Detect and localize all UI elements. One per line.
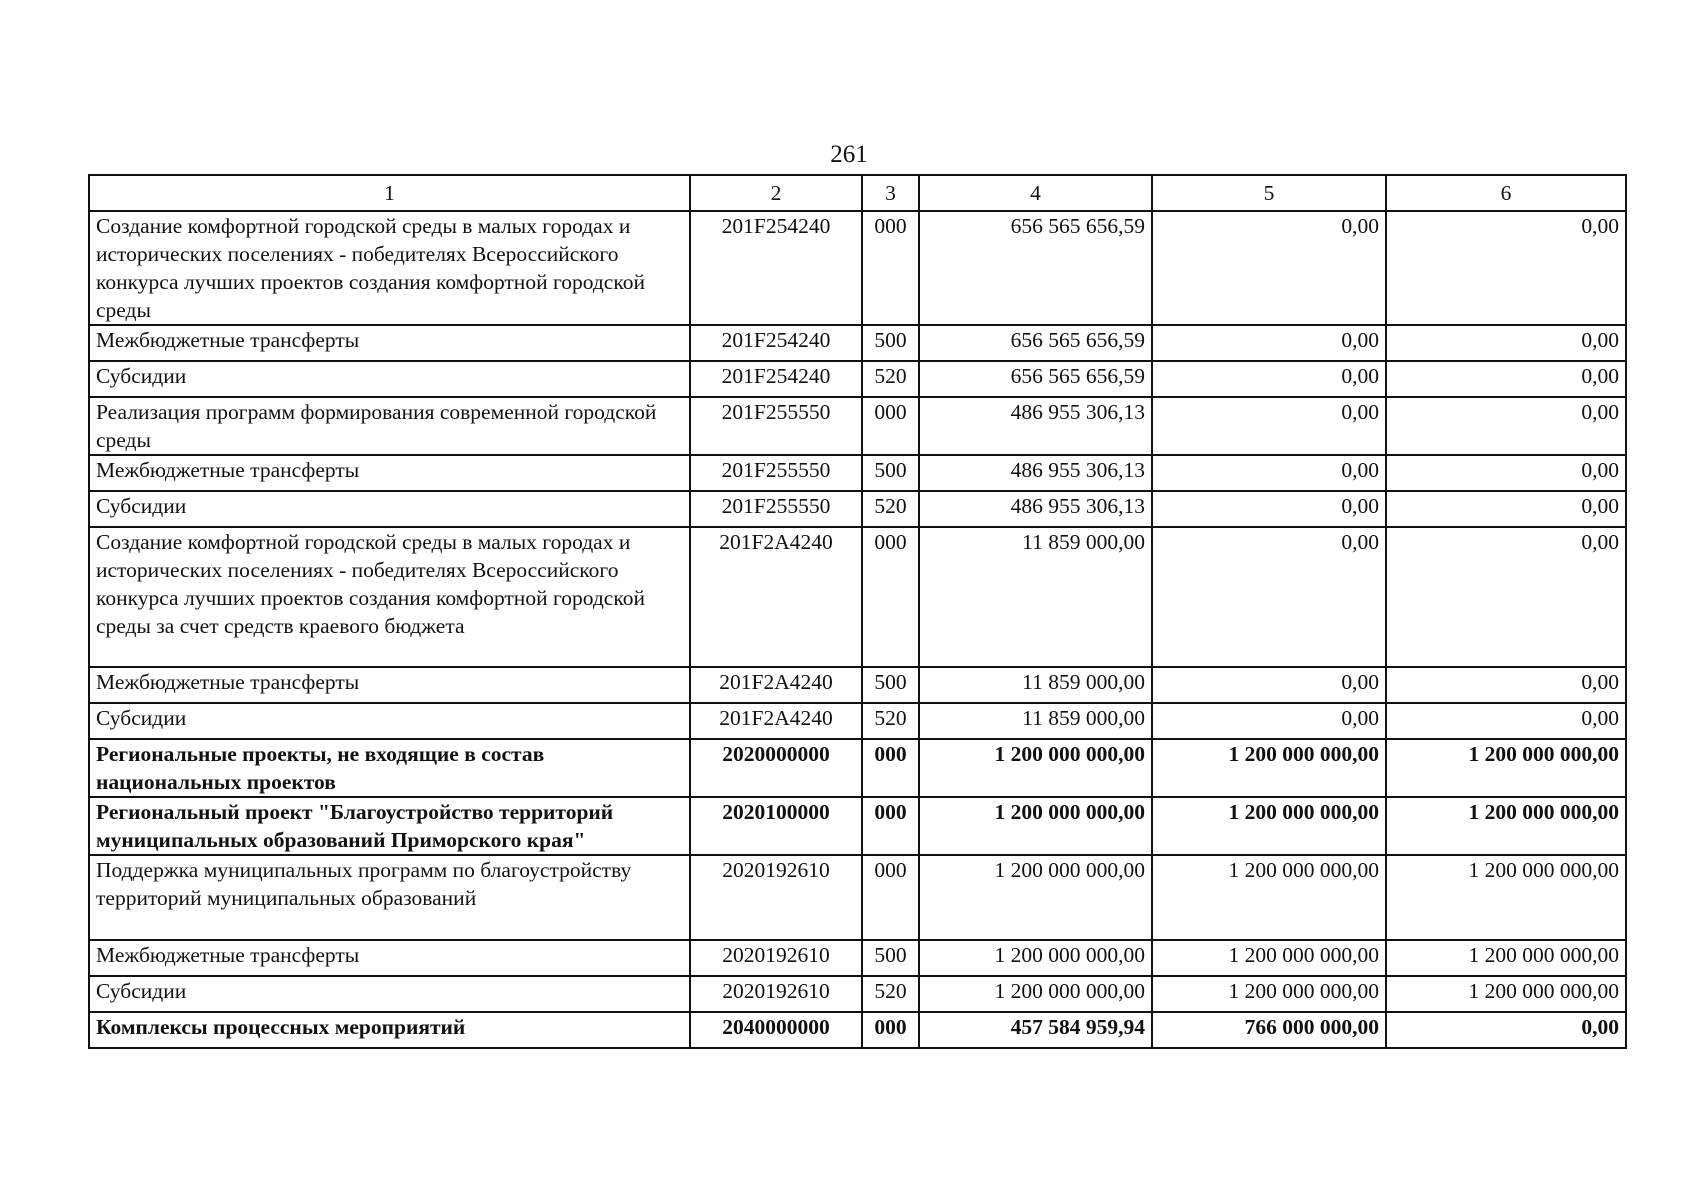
row-amount-col4-cell: 486 955 306,13 <box>919 397 1152 455</box>
row-amount-col5-cell: 0,00 <box>1152 491 1386 527</box>
table-row <box>89 855 1626 940</box>
row-target-code-cell: 201F255550 <box>690 397 862 455</box>
table-row <box>89 976 1626 1012</box>
row-name-cell: Субсидии <box>89 703 690 739</box>
table-row <box>89 940 1626 976</box>
row-amount-col5-cell: 0,00 <box>1152 397 1386 455</box>
row-amount-col4-cell: 656 565 656,59 <box>919 325 1152 361</box>
table-row <box>89 491 1626 527</box>
table-row <box>89 455 1626 491</box>
row-amount-col6-cell: 0,00 <box>1386 361 1626 397</box>
row-target-code-cell: 201F2A4240 <box>690 703 862 739</box>
table-row <box>89 797 1626 855</box>
row-amount-col6-cell: 1 200 000 000,00 <box>1386 797 1626 855</box>
row-target-code-cell: 201F255550 <box>690 455 862 491</box>
row-name-cell: Реализация программ формирования современной городской среды <box>89 397 690 455</box>
row-name-cell: Поддержка муниципальных программ по благоустройству территорий муниципальных образований <box>89 855 690 940</box>
row-amount-col4-cell: 1 200 000 000,00 <box>919 797 1152 855</box>
row-amount-col4-cell: 486 955 306,13 <box>919 491 1152 527</box>
row-amount-col5-cell: 1 200 000 000,00 <box>1152 940 1386 976</box>
row-name-cell: Региональный проект "Благоустройство территорий муниципальных образований Приморского края" <box>89 797 690 855</box>
row-expense-type-cell: 000 <box>862 797 919 855</box>
column-header: 2 <box>690 175 862 211</box>
row-target-code-cell: 2020000000 <box>690 739 862 797</box>
row-target-code-cell: 201F2A4240 <box>690 667 862 703</box>
row-expense-type-cell: 520 <box>862 361 919 397</box>
row-target-code-cell: 2020192610 <box>690 855 862 940</box>
column-header: 6 <box>1386 175 1626 211</box>
row-name-cell: Межбюджетные трансферты <box>89 940 690 976</box>
row-amount-col5-cell: 0,00 <box>1152 703 1386 739</box>
row-amount-col5-cell: 0,00 <box>1152 455 1386 491</box>
row-amount-col6-cell: 0,00 <box>1386 1012 1626 1048</box>
table-row <box>89 667 1626 703</box>
row-amount-col5-cell: 1 200 000 000,00 <box>1152 976 1386 1012</box>
row-amount-col5-cell: 0,00 <box>1152 361 1386 397</box>
row-amount-col5-cell: 1 200 000 000,00 <box>1152 855 1386 940</box>
row-amount-col4-cell: 1 200 000 000,00 <box>919 855 1152 940</box>
row-amount-col6-cell: 1 200 000 000,00 <box>1386 940 1626 976</box>
table-row <box>89 397 1626 455</box>
row-amount-col6-cell: 0,00 <box>1386 667 1626 703</box>
row-expense-type-cell: 500 <box>862 667 919 703</box>
table-row <box>89 211 1626 325</box>
row-expense-type-cell: 000 <box>862 211 919 325</box>
column-header: 4 <box>919 175 1152 211</box>
row-expense-type-cell: 520 <box>862 976 919 1012</box>
row-amount-col6-cell: 1 200 000 000,00 <box>1386 739 1626 797</box>
row-target-code-cell: 201F254240 <box>690 211 862 325</box>
row-amount-col4-cell: 656 565 656,59 <box>919 211 1152 325</box>
row-amount-col6-cell: 0,00 <box>1386 211 1626 325</box>
row-amount-col6-cell: 0,00 <box>1386 491 1626 527</box>
row-amount-col4-cell: 1 200 000 000,00 <box>919 739 1152 797</box>
table-row <box>89 527 1626 667</box>
table-row <box>89 1012 1626 1048</box>
row-expense-type-cell: 000 <box>862 527 919 667</box>
row-amount-col4-cell: 1 200 000 000,00 <box>919 976 1152 1012</box>
table-row <box>89 361 1626 397</box>
row-amount-col6-cell: 0,00 <box>1386 325 1626 361</box>
row-expense-type-cell: 000 <box>862 397 919 455</box>
row-amount-col4-cell: 486 955 306,13 <box>919 455 1152 491</box>
row-amount-col6-cell: 0,00 <box>1386 703 1626 739</box>
column-header: 1 <box>89 175 690 211</box>
row-name-cell: Создание комфортной городской среды в малых городах и исторических поселениях - победителях Всероссийского конкурса лучших проектов создания комфортной городской среды за счет средств краевого бюджета <box>89 527 690 667</box>
table-row <box>89 739 1626 797</box>
row-amount-col5-cell: 0,00 <box>1152 667 1386 703</box>
table-row <box>89 325 1626 361</box>
column-header: 3 <box>862 175 919 211</box>
row-expense-type-cell: 000 <box>862 855 919 940</box>
row-amount-col6-cell: 0,00 <box>1386 397 1626 455</box>
row-amount-col4-cell: 1 200 000 000,00 <box>919 940 1152 976</box>
row-name-cell: Межбюджетные трансферты <box>89 455 690 491</box>
row-amount-col5-cell: 0,00 <box>1152 527 1386 667</box>
budget-table <box>88 174 1627 1049</box>
row-amount-col4-cell: 11 859 000,00 <box>919 703 1152 739</box>
row-amount-col4-cell: 457 584 959,94 <box>919 1012 1152 1048</box>
row-amount-col6-cell: 1 200 000 000,00 <box>1386 855 1626 940</box>
row-amount-col4-cell: 656 565 656,59 <box>919 361 1152 397</box>
row-target-code-cell: 2020192610 <box>690 940 862 976</box>
row-name-cell: Субсидии <box>89 976 690 1012</box>
row-amount-col6-cell: 0,00 <box>1386 527 1626 667</box>
row-expense-type-cell: 000 <box>862 739 919 797</box>
row-amount-col5-cell: 766 000 000,00 <box>1152 1012 1386 1048</box>
row-amount-col5-cell: 1 200 000 000,00 <box>1152 797 1386 855</box>
row-amount-col6-cell: 0,00 <box>1386 455 1626 491</box>
row-amount-col4-cell: 11 859 000,00 <box>919 527 1152 667</box>
column-number-row <box>89 175 1626 211</box>
page-number: 261 <box>830 141 868 168</box>
row-target-code-cell: 2020100000 <box>690 797 862 855</box>
row-name-cell: Межбюджетные трансферты <box>89 667 690 703</box>
row-name-cell: Создание комфортной городской среды в малых городах и исторических поселениях - победителях Всероссийского конкурса лучших проектов создания комфортной городской среды <box>89 211 690 325</box>
row-expense-type-cell: 520 <box>862 491 919 527</box>
row-amount-col6-cell: 1 200 000 000,00 <box>1386 976 1626 1012</box>
row-amount-col5-cell: 1 200 000 000,00 <box>1152 739 1386 797</box>
row-name-cell: Субсидии <box>89 361 690 397</box>
row-expense-type-cell: 520 <box>862 703 919 739</box>
column-header: 5 <box>1152 175 1386 211</box>
row-name-cell: Региональные проекты, не входящие в состав национальных проектов <box>89 739 690 797</box>
row-expense-type-cell: 500 <box>862 455 919 491</box>
row-name-cell: Субсидии <box>89 491 690 527</box>
row-name-cell: Межбюджетные трансферты <box>89 325 690 361</box>
row-amount-col5-cell: 0,00 <box>1152 211 1386 325</box>
row-expense-type-cell: 500 <box>862 940 919 976</box>
row-amount-col5-cell: 0,00 <box>1152 325 1386 361</box>
row-target-code-cell: 201F254240 <box>690 325 862 361</box>
row-target-code-cell: 201F2A4240 <box>690 527 862 667</box>
row-name-cell: Комплексы процессных мероприятий <box>89 1012 690 1048</box>
row-expense-type-cell: 000 <box>862 1012 919 1048</box>
row-target-code-cell: 201F254240 <box>690 361 862 397</box>
row-expense-type-cell: 500 <box>862 325 919 361</box>
row-target-code-cell: 2020192610 <box>690 976 862 1012</box>
table-row <box>89 703 1626 739</box>
row-target-code-cell: 2040000000 <box>690 1012 862 1048</box>
row-target-code-cell: 201F255550 <box>690 491 862 527</box>
row-amount-col4-cell: 11 859 000,00 <box>919 667 1152 703</box>
